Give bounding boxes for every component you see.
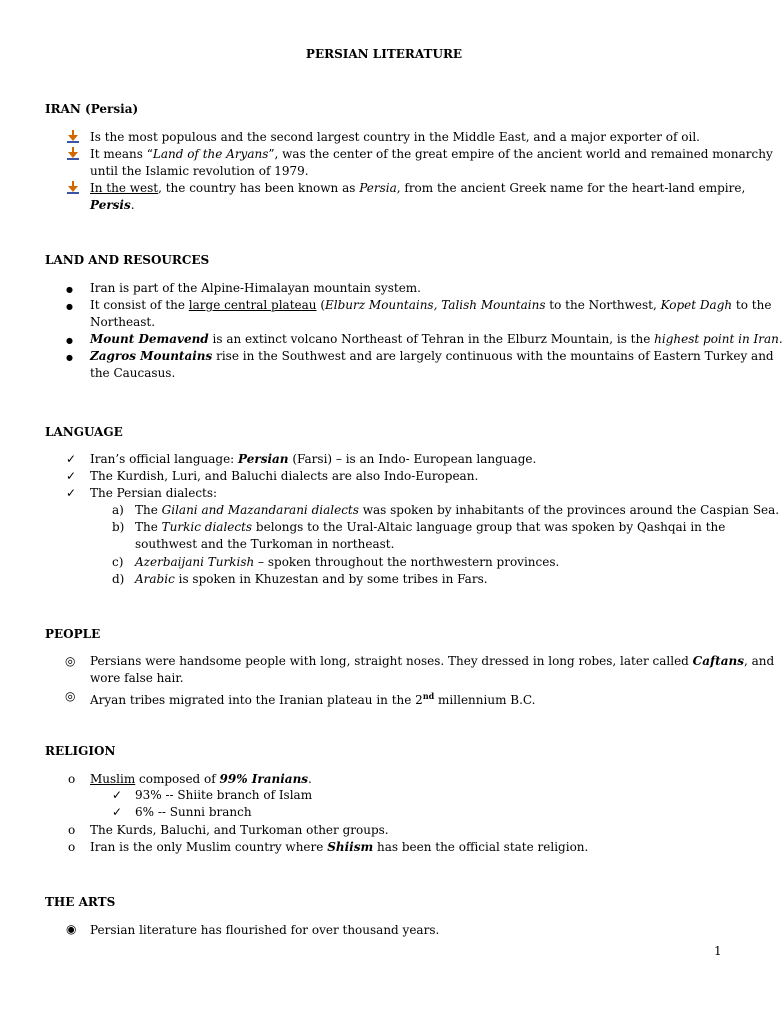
section-heading-language: LANGUAGE: [45, 425, 123, 439]
check-bullet-icon: ✓: [112, 788, 123, 802]
ring-bullet-icon: o: [68, 840, 76, 854]
religion-item-3: Iran is the only Muslim country where Shiism has been the official state religion.: [90, 840, 589, 854]
people-item-1: Persians were handsome people with long, straight noses. They dressed in long robes, later called Caftans, and: [90, 654, 775, 668]
arrow-bullet-icon: [67, 181, 79, 194]
section-heading-religion: RELIGION: [45, 744, 116, 758]
arrow-bullet-icon: [67, 147, 79, 160]
list-marker-c: c): [112, 555, 124, 569]
land-item-4: Zagros Mountains rise in the Southwest and are largely continuous with the mountains of Eastern Turkey and: [90, 349, 774, 363]
dialect-b-cont: southwest and the Turkoman in northeast.: [135, 537, 395, 551]
check-bullet-icon: ✓: [66, 452, 77, 466]
target-bullet-icon: ◎: [65, 689, 76, 703]
arts-item-1: Persian literature has flourished for over thousand years.: [90, 923, 440, 937]
religion-item-1: Muslim composed of 99% Iranians.: [90, 772, 312, 786]
list-marker-d: d): [112, 572, 125, 586]
check-bullet-icon: ✓: [66, 486, 77, 500]
list-marker-b: b): [112, 520, 125, 534]
dialect-b: The Turkic dialects belongs to the Ural-Altaic language group that was spoken by Qashqai in the: [135, 520, 726, 534]
religion-item-2: The Kurds, Baluchi, and Turkoman other groups.: [90, 823, 389, 837]
people-item-1-cont: wore false hair.: [90, 671, 184, 685]
dialect-a: The Gilani and Mazandarani dialects was spoken by inhabitants of the provinces around the Caspian Sea.: [135, 503, 780, 517]
people-item-2: Aryan tribes migrated into the Iranian plateau in the 2nd millennium B.C.: [90, 691, 536, 707]
religion-sub-2: 6% -- Sunni branch: [135, 805, 252, 819]
dot-bullet-icon: ●: [66, 353, 73, 362]
iran-item-1: Is the most populous and the second largest country in the Middle East, and a major exporter of oil.: [90, 130, 700, 144]
dialect-c: Azerbaijani Turkish – spoken throughout the northwestern provinces.: [135, 555, 560, 569]
section-heading-iran: IRAN (Persia): [45, 102, 139, 116]
list-marker-a: a): [112, 503, 124, 517]
land-item-1: Iran is part of the Alpine-Himalayan mountain system.: [90, 281, 421, 295]
dot-bullet-icon: ●: [66, 336, 73, 345]
land-item-4-cont: the Caucasus.: [90, 366, 176, 380]
dialect-d: Arabic is spoken in Khuzestan and by some tribes in Fars.: [135, 572, 488, 586]
language-item-1: Iran’s official language: Persian (Farsi) – is an Indo- European language.: [90, 452, 537, 466]
section-heading-arts: THE ARTS: [45, 895, 116, 909]
language-item-2: The Kurdish, Luri, and Baluchi dialects are also Indo-European.: [90, 469, 479, 483]
arrow-bullet-icon: [67, 130, 79, 143]
dot-bullet-icon: ●: [66, 302, 73, 311]
iran-item-3: In the west, the country has been known as Persia, from the ancient Greek name for the heart-land empire,: [90, 181, 746, 195]
ring-bullet-icon: o: [68, 823, 76, 837]
document-title: PERSIAN LITERATURE: [305, 47, 463, 61]
ring-bullet-icon: o: [68, 772, 76, 786]
land-item-3: Mount Demavend is an extinct volcano Northeast of Tehran in the Elburz Mountain, is the highest point in Iran.: [90, 332, 783, 346]
iran-item-2: It means “Land of the Aryans”, was the center of the great empire of the ancient world and remained monarchy: [90, 147, 773, 161]
iran-item-3-cont: Persis.: [90, 198, 135, 212]
section-heading-land: LAND AND RESOURCES: [45, 253, 210, 267]
section-heading-people: PEOPLE: [45, 627, 101, 641]
dot-bullet-icon: ●: [66, 285, 73, 294]
religion-sub-1: 93% -- Shiite branch of Islam: [135, 788, 313, 802]
iran-item-2-cont: until the Islamic revolution of 1979.: [90, 164, 309, 178]
check-bullet-icon: ✓: [66, 469, 77, 483]
language-item-3: The Persian dialects:: [90, 486, 218, 500]
check-bullet-icon: ✓: [112, 805, 123, 819]
bold-ring-bullet-icon: ◉: [66, 922, 77, 936]
land-item-2: It consist of the large central plateau (Elburz Mountains, Talish Mountains to the Northwest, Kopet Dagh to the: [90, 298, 772, 312]
page-number: 1: [714, 944, 722, 958]
target-bullet-icon: ◎: [65, 654, 76, 668]
land-item-2-cont: Northeast.: [90, 315, 156, 329]
